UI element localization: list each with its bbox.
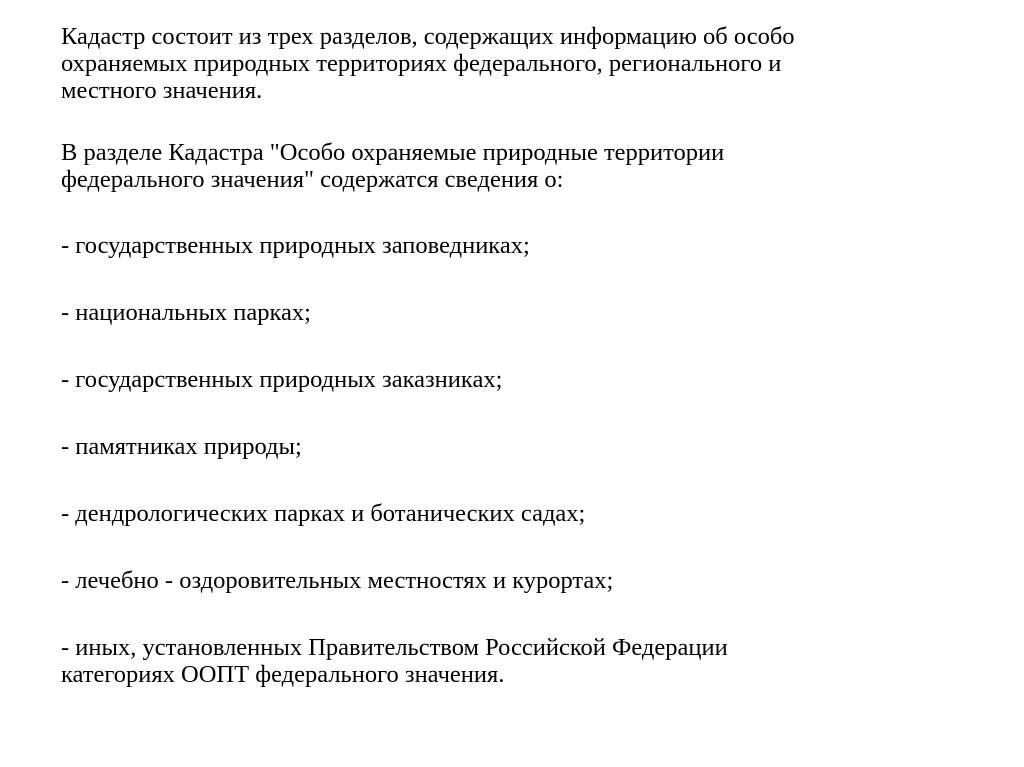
protected-areas-list: [61, 232, 961, 688]
intro-line: Кадастр состоит из трех разделов, содержащих информацию об особо: [61, 23, 795, 50]
list-item: - памятниках природы;: [61, 433, 302, 460]
slide-body: [61, 23, 961, 688]
lead-line: В разделе Кадастра "Особо охраняемые природные территории: [61, 139, 725, 166]
list-item: - национальных парках;: [61, 299, 311, 326]
list-item: - дендрологических парках и ботанических садах;: [61, 500, 586, 527]
list-item-last: [61, 634, 961, 688]
list-item: - лечебно - оздоровительных местностях и курортах;: [61, 567, 614, 594]
list-item: - государственных природных заповедниках;: [61, 232, 530, 259]
lead-paragraph: [61, 139, 961, 193]
list-item: - государственных природных заказниках;: [61, 366, 503, 393]
list-item-line: - иных, установленных Правительством Российской Федерации: [61, 634, 728, 661]
intro-line: охраняемых природных территориях федерального, регионального и: [61, 50, 782, 77]
lead-line: федерального значения" содержатся сведения о:: [61, 166, 564, 193]
intro-line: местного значения.: [61, 77, 263, 104]
intro-paragraph: [61, 23, 961, 104]
list-item-line: категориях ООПТ федерального значения.: [61, 661, 505, 688]
